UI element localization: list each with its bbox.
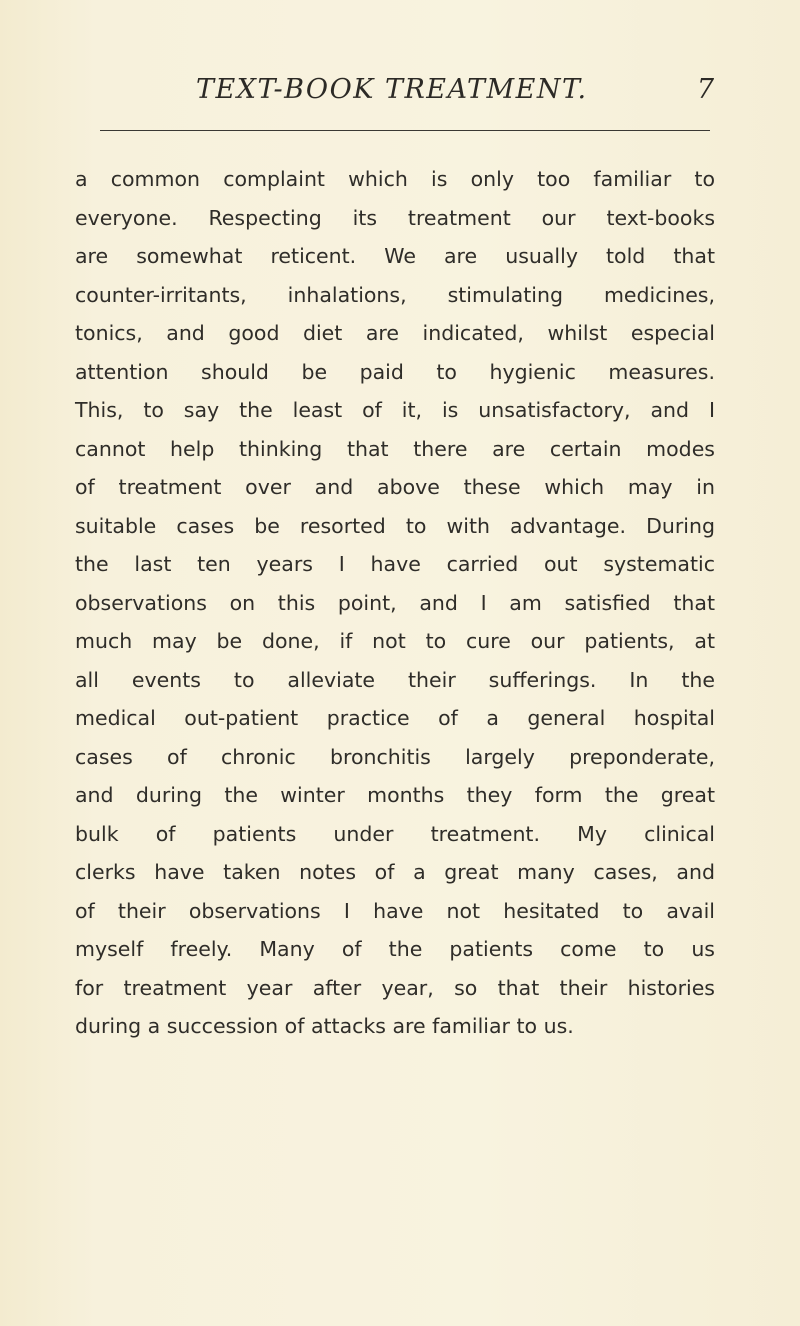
text-line: counter-irritants, inhalations, stimulating medicines,	[75, 282, 715, 307]
text-line: all events to alleviate their sufferings. In the	[75, 667, 715, 692]
text-line: bulk of patients under treatment. My clinical	[75, 821, 715, 846]
text-line: cases of chronic bronchitis largely preponderate,	[75, 744, 715, 769]
text-line: observations on this point, and I am satisfied that	[75, 590, 715, 615]
text-line: everyone. Respecting its treatment our text-books	[75, 205, 715, 230]
text-line: tonics, and good diet are indicated, whilst especial	[75, 321, 715, 345]
text-line: and during the winter months they form the great	[75, 783, 715, 807]
text-line: This, to say the least of it, is unsatisfactory, and I	[75, 398, 715, 422]
text-line: myself freely. Many of the patients come to us	[75, 937, 715, 961]
text-line: the last ten years I have carried out systematic	[75, 552, 715, 576]
text-line: are somewhat reticent. We are usually told that	[75, 244, 715, 268]
text-line: during a succession of attacks are familiar to us.	[75, 1014, 574, 1038]
text-line: medical out-patient practice of a general hospital	[75, 706, 715, 730]
page-header	[76, 70, 712, 114]
text-line: for treatment year after year, so that their histories	[75, 975, 715, 1000]
page-number: 7	[696, 74, 714, 105]
text-line: much may be done, if not to cure our patients, at	[75, 629, 715, 653]
text-line: of their observations I have not hesitated to avail	[75, 898, 715, 923]
header-rule	[100, 130, 710, 131]
text-line: of treatment over and above these which may in	[75, 475, 715, 499]
text-line: a common complaint which is only too familiar to	[75, 167, 715, 191]
running-head: TEXT-BOOK TREATMENT.	[196, 74, 588, 105]
text-line: cannot help thinking that there are certain modes	[75, 436, 715, 461]
body-paragraph	[75, 160, 715, 1046]
text-line: suitable cases be resorted to with advantage. During	[75, 513, 715, 538]
text-line: clerks have taken notes of a great many cases, and	[75, 860, 715, 884]
text-line: attention should be paid to hygienic measures.	[75, 359, 715, 384]
